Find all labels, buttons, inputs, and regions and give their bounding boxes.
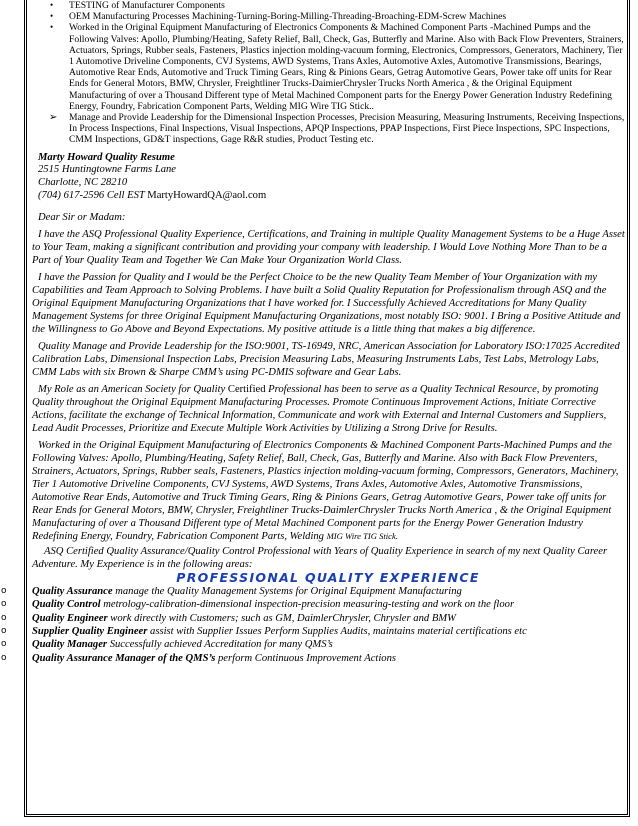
circle-bullet-icon: o [1, 639, 7, 650]
circle-bullet-icon: o [1, 612, 7, 623]
paragraph-oem-work: Worked in the Original Equipment Manufacturing of Electronics Components & Machined Component Parts-Machined Pumps and the Following Valves: Apollo, Plumbing/Heating, Safety Relief, Ball, Check, Gas, Butterfly and Marine. Also with Back Flow Preventers, Strainers, Actuators, Springs, Rubber seals, Fasteners, Plastics injection molding-vacuum forming, Compressors, Generators, Machinery, Tier 1 Automotive Driveline Components, CVJ Systems, AWD Systems, Trans Axles, Automotive Axles, Automotive Transmissions, Automotive Rear Ends, Automotive and Truck Timing Gears, Ring & Pinions Gears, Getrag Automotive Gears, Power take off units for Rear Ends for General Motors, BMW, Chrysler, Freightliner Trucks-DaimlerChrysler Trucks North America , & the Original Equipment Manufacturing of over a Thousand Different type of Metal Machined Component parts for the Energy Power Generation Industry Redefining Energy, Foundry, Fabrication Component Parts, Welding MIG Wire TIG Stick. [32, 439, 619, 542]
paragraph-labs: Quality Manage and Provide Leadership for the ISO:9001, TS-16949, NRC, American Association for Laboratory ISO:17025 Accredited Calibration Labs, Dimensional Inspection Labs, Precision Measuring Labs, Measuring Instruments Labs, Test Labs, Metrology Labs, CMM Labs with six Brown & Sharpe CMM’s using PC-DMIS software and Gear Labs. [32, 340, 620, 378]
circle-bullet-icon: o [1, 626, 7, 637]
list-item: o Quality Manager Successfully achieved Accreditation for many QMS’s [1, 639, 333, 651]
paragraph-career: ASQ Certified Quality Assurance/Quality Control Professional with Years of Quality Experience in search of my next Quality Career Adventure. My Experience is in the following areas: [32, 545, 608, 570]
top-bullet-list [30, 0, 626, 146]
arrow-bullet-icon: ➢ [49, 112, 58, 124]
circle-bullet-icon: o [1, 585, 7, 596]
list-item: o Supplier Quality Engineer assist with Supplier Issues Perform Supplies Audits, maintains material certifications etc [1, 626, 527, 638]
email-address: MartyHowardQA@aol.com [147, 190, 267, 202]
list-item: • Worked in the Original Equipment Manufacturing of Electronics Components & Machined Component Parts -Machined Pumps and the Following Valves: Apollo, Plumbing/Heating, Safety Relief, Ball, Check, Gas, Butterfly and Marine. Also with Back Flow Preventers, Strainers, Actuators, Springs, Rubber seals, Fasteners, Plastics injection molding-vacuum forming, Electronics, Compressors, Generators, Machinery, Tier 1 Automotive Driveline Components, CVJ Systems, AWD Systems, Trans Axles, Automotive Axles, Automotive Transmissions, Bearings, Automotive Rear Ends, Automotive and Truck Timing Gears, Ring & Pinions Gears, Getrag Automotive Gears, Power take off units for Rear Ends for General Motors, BMW, Chrysler, Freightliner Trucks-DaimierChrysler Trucks North America , & the Original Equipment Manufacturing of over a Thousand Different type of Metal Machined Component parts for the Energy Power Generation Industry Redefining Energy, Foundry, Fabrication Component Parts, Welding MIG Wire TIG Stick.. [50, 22, 624, 112]
circle-bullet-icon: o [1, 599, 7, 610]
salutation: Dear Sir or Madam: [38, 211, 126, 223]
section-title: PROFESSIONAL QUALITY EXPERIENCE [176, 569, 480, 585]
bullet-dot-icon: • [50, 0, 54, 10]
bullet-dot-icon: • [50, 22, 54, 33]
resume-document [1, 0, 626, 665]
circle-bullet-icon: o [1, 652, 7, 663]
list-item: o Quality Assurance manage the Quality Management Systems for Original Equipment Manufacturing [1, 585, 462, 597]
list-item: • OEM Manufacturing Processes Machining-Turning-Boring-Milling-Threading-Broaching-EDM-Screw Machines [50, 11, 507, 23]
resume-name: Marty Howard Quality Resume [38, 151, 175, 163]
list-item: ➢ Manage and Provide Leadership for the Dimensional Inspection Processes, Precision Measuring, Measuring Instruments, Receiving Inspections, In Process Inspections, Final Inspections, Visual Inspections, APQP Inspections, PPAP Inspections, First Piece Inspections, SPC Inspections, CMM Inspections, GD&T inspections, Gage R&R studies, Product Testing etc. [49, 112, 625, 146]
list-item: o Quality Control metrology-calibration-dimensional inspection-precision measuring-testing and work on the floor [1, 599, 515, 611]
list-item: • TESTING of Manufacturer Components [50, 0, 225, 11]
paragraph-role: My Role as an American Society for Quality Certified Professional has been to serve as a Quality Technical Resource, by promoting Quality throughout the Original Equipment Manufacturing Processes. Promote Continuous Improvement Actions, Initiate Corrective Actions, facilitate the exchange of Technical Information, Communicate and work with External and Internal Customers and Suppliers, Lead Audit Processes, Prioritize and Execute Multiple Work Activities by Utilizing a Strong Drive for Results. [32, 383, 607, 434]
paragraph-asq-experience: I have the ASQ Professional Quality Experience, Certifications, and Training in multiple Quality Management Systems to be a Huge Asset to Your Team, making a significant contribution and providing your company with leadership. I Would Love Nothing More Than to be a Part of Your Quality Team and Together We Can Make Your Organization World Class. [32, 228, 625, 266]
experience-list [1, 585, 626, 665]
bullet-dot-icon: • [50, 11, 54, 22]
phone-number: (704) 617-2596 Cell EST [38, 190, 145, 202]
list-item: o Quality Engineer work directly with Customers; such as GM, DaimlerChrysler, Chrysler and BMW [1, 612, 456, 624]
phone-email-line [38, 190, 626, 203]
address-line-2: Charlotte, NC 28210 [38, 177, 128, 189]
address-line-1: 2515 Huntingtowne Farms Lane [38, 164, 177, 176]
paragraph-passion: I have the Passion for Quality and I would be the Perfect Choice to be the new Quality Team Member of Your Organization with my Capabilities and Team Approach to Solving Problems. I have built a Solid Quality Reputation for Professionalism through ASQ and the Original Equipment Manufacturing Organizations that I have worked for. I Successfully Achieved Accreditations for Many Quality Management Systems for three Original Equipment Manufacturing Organizations, most notably ISO: 9001. I Bring a Positive Attitude and the Willingness to Go Above and Beyond Expectations. My positive attitude is a little thing that makes a big difference. [32, 271, 621, 335]
list-item: o Quality Assurance Manager of the QMS’s perform Continuous Improvement Actions [1, 652, 397, 664]
contact-block [30, 152, 626, 203]
